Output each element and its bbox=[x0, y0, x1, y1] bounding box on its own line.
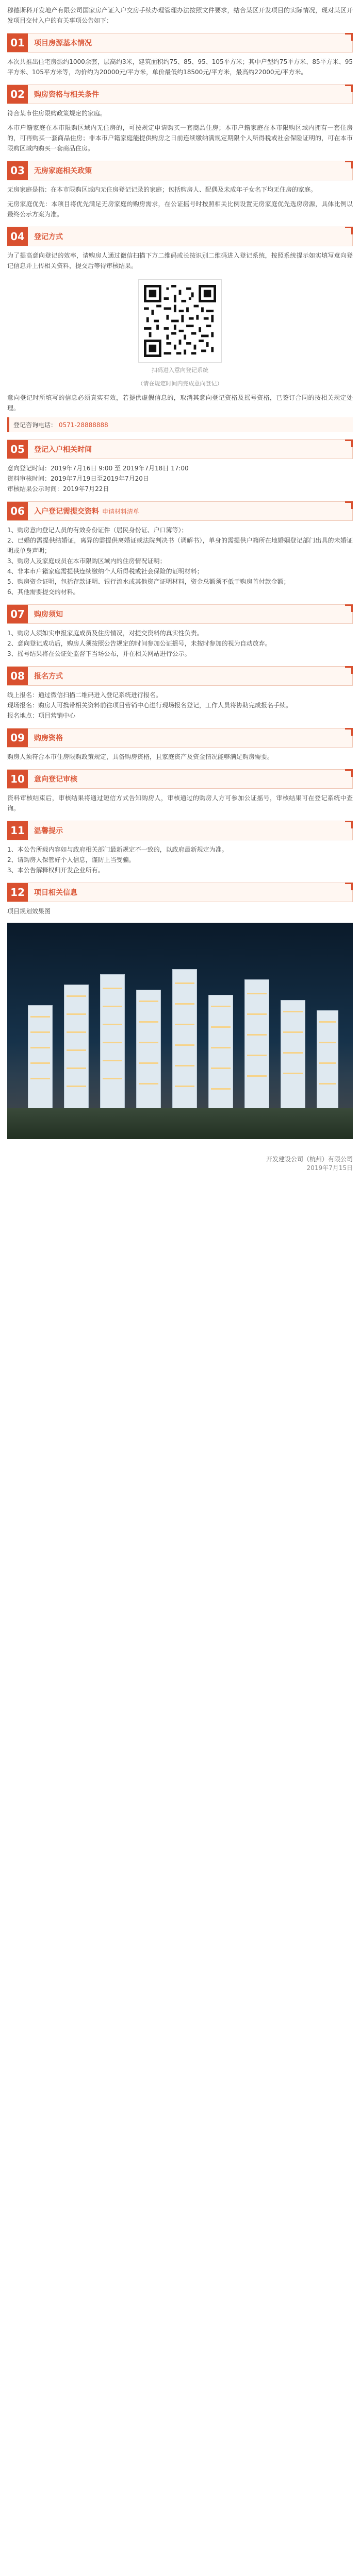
section-number: 03 bbox=[7, 161, 28, 180]
section-02-text-b: 本市户籍家庭在本市限购区域内无住房的，可按规定申请购买一套商品住房；本市户籍家庭在本市限购区域内拥有一套住房的，可再购买一套商品住房；非本市户籍家庭能提供购房之日前连续缴纳满规定期限个人所得税或社会保险证明的，可在本市限购区域内购买一套商品住房。 bbox=[7, 124, 353, 152]
section-05-text-a: 意向登记时间：2019年7月16日 9:00 至 2019年7月18日 17:00 bbox=[7, 465, 189, 472]
section-header-08 bbox=[7, 666, 353, 686]
section-08-text-b: 现场报名：购房人可携带相关资料前往项目营销中心进行现场报名登记，工作人员将协助完成报名手续。 bbox=[7, 702, 292, 709]
corner-decoration bbox=[345, 604, 353, 612]
corner-decoration bbox=[345, 227, 353, 234]
section-title: 无房家庭相关政策 bbox=[34, 167, 92, 175]
section-04-text: 为了提高意向登记的效率，请购房人通过微信扫描下方二维码或长按识别二维码进入登记系统，按照系统提示如实填写意向登记信息并上传相关资料，提交后等待审核结果。 bbox=[7, 252, 353, 269]
footer bbox=[7, 1155, 353, 1172]
section-number: 08 bbox=[7, 667, 28, 685]
project-rendering-image bbox=[7, 923, 353, 1139]
section-01-text: 本次共推出住宅房源约1000余套，层高约3米，建筑面积约75、85、95、105平方米；其中户型约75平方米、85平方米、95平方米、105平方米等，均价约为20000元/平方米，单价最低约18500元/平方米，最高约22000元/平方米。 bbox=[7, 58, 353, 76]
qr-caption: 扫码进入意向登记系统 bbox=[152, 367, 208, 374]
section-header-11 bbox=[7, 821, 353, 840]
section-02-text: 符合某市住房限购政策规定的家庭。 bbox=[7, 110, 107, 117]
phone-box bbox=[7, 417, 353, 432]
building-shape bbox=[244, 979, 269, 1109]
section-06-item-3: 3、购房人及家庭成员在本市限购区域内的住房情况证明； bbox=[7, 557, 166, 565]
building-shape bbox=[317, 1010, 338, 1109]
section-header-01 bbox=[7, 33, 353, 53]
section-number: 06 bbox=[7, 502, 28, 520]
section-09-text: 购房人须符合本市住房限购政策规定，具备购房资格，且家庭资产及资金情况能够满足购房需要。 bbox=[7, 753, 274, 760]
page bbox=[0, 0, 360, 1182]
phone-label: 登记咨询电话： bbox=[13, 421, 57, 429]
corner-decoration bbox=[345, 728, 353, 736]
section-subtitle: 申请材料清单 bbox=[102, 507, 140, 515]
section-number: 02 bbox=[7, 85, 28, 104]
qr-code-icon bbox=[144, 285, 216, 357]
section-title: 意向登记审核 bbox=[34, 775, 77, 784]
section-number: 07 bbox=[7, 605, 28, 623]
building-shape bbox=[64, 985, 89, 1109]
section-04-text-b: 意向登记时所填写的信息必须真实有效，若提供虚假信息的，取消其意向登记资格及摇号资格，已签订合同的按相关规定处理。 bbox=[7, 394, 353, 412]
section-number: 04 bbox=[7, 227, 28, 246]
section-10-text: 资料审核结束后，审核结果将通过短信方式告知购房人，审核通过的购房人方可参加公证摇号，审核结果可在登记系统中查询。 bbox=[7, 794, 353, 812]
section-header-05 bbox=[7, 439, 353, 459]
section-06-item-4: 4、非本市户籍家庭需提供连续缴纳个人所得税或社会保险的证明材料； bbox=[7, 568, 203, 575]
corner-decoration bbox=[345, 769, 353, 777]
section-06-item-2: 2、已婚的需提供结婚证，离异的需提供离婚证或法院判决书（调解书），单身的需提供户籍所在地婚姻登记部门出具的未婚证明或单身声明； bbox=[7, 537, 353, 554]
section-header-09 bbox=[7, 728, 353, 748]
section-06-item-5: 5、购房资金证明，包括存款证明、银行流水或其他资产证明材料，资金总额须不低于购房首付款金额； bbox=[7, 578, 290, 585]
section-number: 12 bbox=[7, 883, 28, 902]
section-03-text: 无房家庭是指：在本市限购区域内无住房登记记录的家庭；包括购房人、配偶及未成年子女名下均无住房的家庭。 bbox=[7, 186, 317, 193]
corner-decoration bbox=[345, 439, 353, 447]
section-number: 09 bbox=[7, 728, 28, 747]
corner-decoration bbox=[345, 501, 353, 509]
section-11-item-3: 3、本公告解释权归开发企业所有。 bbox=[7, 867, 104, 874]
section-08-text-c: 报名地点：项目营销中心 bbox=[7, 712, 76, 719]
section-number: 01 bbox=[7, 33, 28, 52]
section-title: 报名方式 bbox=[34, 672, 63, 681]
section-number: 05 bbox=[7, 440, 28, 459]
section-03-text-b: 无房家庭优先：本项目将优先满足无房家庭的购房需求，在公证摇号时按照相关比例设置无房家庭优先选房房源，具体比例以最终公示方案为准。 bbox=[7, 200, 353, 218]
section-07-item-2: 2、意向登记成功后，购房人须按照公告规定的时间参加公证摇号，未按时参加的视为自动放弃。 bbox=[7, 640, 271, 647]
section-07-item-1: 1、购房人须如实申报家庭成员及住房情况，对提交资料的真实性负责。 bbox=[7, 630, 203, 637]
section-title: 登记方式 bbox=[34, 233, 63, 241]
section-11-item-2: 2、请购房人保管好个人信息，谨防上当受骗。 bbox=[7, 856, 135, 863]
section-header-03 bbox=[7, 161, 353, 180]
section-title: 购房资格 bbox=[34, 734, 63, 742]
section-08-text-a: 线上报名：通过微信扫描二维码进入登记系统进行报名。 bbox=[7, 691, 162, 699]
section-header-04 bbox=[7, 227, 353, 246]
section-title: 项目房源基本情况 bbox=[34, 39, 92, 47]
section-05-text-c: 审核结果公示时间：2019年7月22日 bbox=[7, 485, 109, 493]
qr-code[interactable] bbox=[138, 279, 222, 363]
section-title: 购房资格与相关条件 bbox=[34, 91, 99, 99]
corner-decoration bbox=[345, 161, 353, 168]
footer-date: 2019年7月15日 bbox=[306, 1164, 353, 1172]
building-shape bbox=[100, 974, 125, 1109]
corner-decoration bbox=[345, 666, 353, 674]
corner-decoration bbox=[345, 821, 353, 828]
building-shape bbox=[281, 1000, 305, 1109]
section-header-06 bbox=[7, 501, 353, 521]
section-title: 登记入户相关时间 bbox=[34, 446, 92, 454]
section-11-item-1: 1、本公告所载内容如与政府相关部门最新规定不一致的，以政府最新规定为准。 bbox=[7, 846, 228, 853]
building-shape bbox=[28, 1005, 53, 1109]
section-header-07 bbox=[7, 604, 353, 624]
section-number: 10 bbox=[7, 770, 28, 788]
section-title: 项目相关信息 bbox=[34, 889, 77, 897]
section-header-12 bbox=[7, 883, 353, 902]
corner-decoration bbox=[345, 883, 353, 890]
section-header-02 bbox=[7, 84, 353, 104]
section-title: 入户登记需提交资料 bbox=[34, 507, 99, 516]
corner-decoration bbox=[345, 33, 353, 41]
footer-company: 开发建设公司（杭州）有限公司 bbox=[266, 1156, 353, 1163]
ground-shape bbox=[7, 1108, 353, 1139]
section-header-10 bbox=[7, 769, 353, 789]
phone-number[interactable]: 0571-28888888 bbox=[58, 421, 108, 429]
building-shape bbox=[136, 990, 161, 1109]
section-title: 温馨提示 bbox=[34, 827, 63, 835]
section-07-item-3: 3、摇号结果将在公证处监督下当场公布，并在相关网站进行公示。 bbox=[7, 650, 191, 657]
section-05-text-b: 资料审核时间：2019年7月19日至2019年7月20日 bbox=[7, 475, 149, 482]
qr-caption-2: （请在规定时间内完成意向登记） bbox=[137, 380, 223, 387]
section-12-caption: 项目规划效果图 bbox=[7, 908, 51, 915]
building-shape bbox=[172, 969, 197, 1109]
section-06-item-1: 1、购房意向登记人员的有效身份证件（居民身份证、户口簿等）； bbox=[7, 527, 188, 534]
section-number: 11 bbox=[7, 821, 28, 840]
building-shape bbox=[208, 995, 233, 1109]
section-title: 购房须知 bbox=[34, 611, 63, 619]
corner-decoration bbox=[345, 84, 353, 92]
intro-text: 穆德斯科开发地产有限公司国家房产证入户交房手续办理管理办法按照文件要求，结合某区开发项目的实际情况，现对某区开发项目交付入户的有关事项公告如下： bbox=[7, 7, 353, 24]
section-06-item-6: 6、其他需要提交的材料。 bbox=[7, 588, 79, 596]
